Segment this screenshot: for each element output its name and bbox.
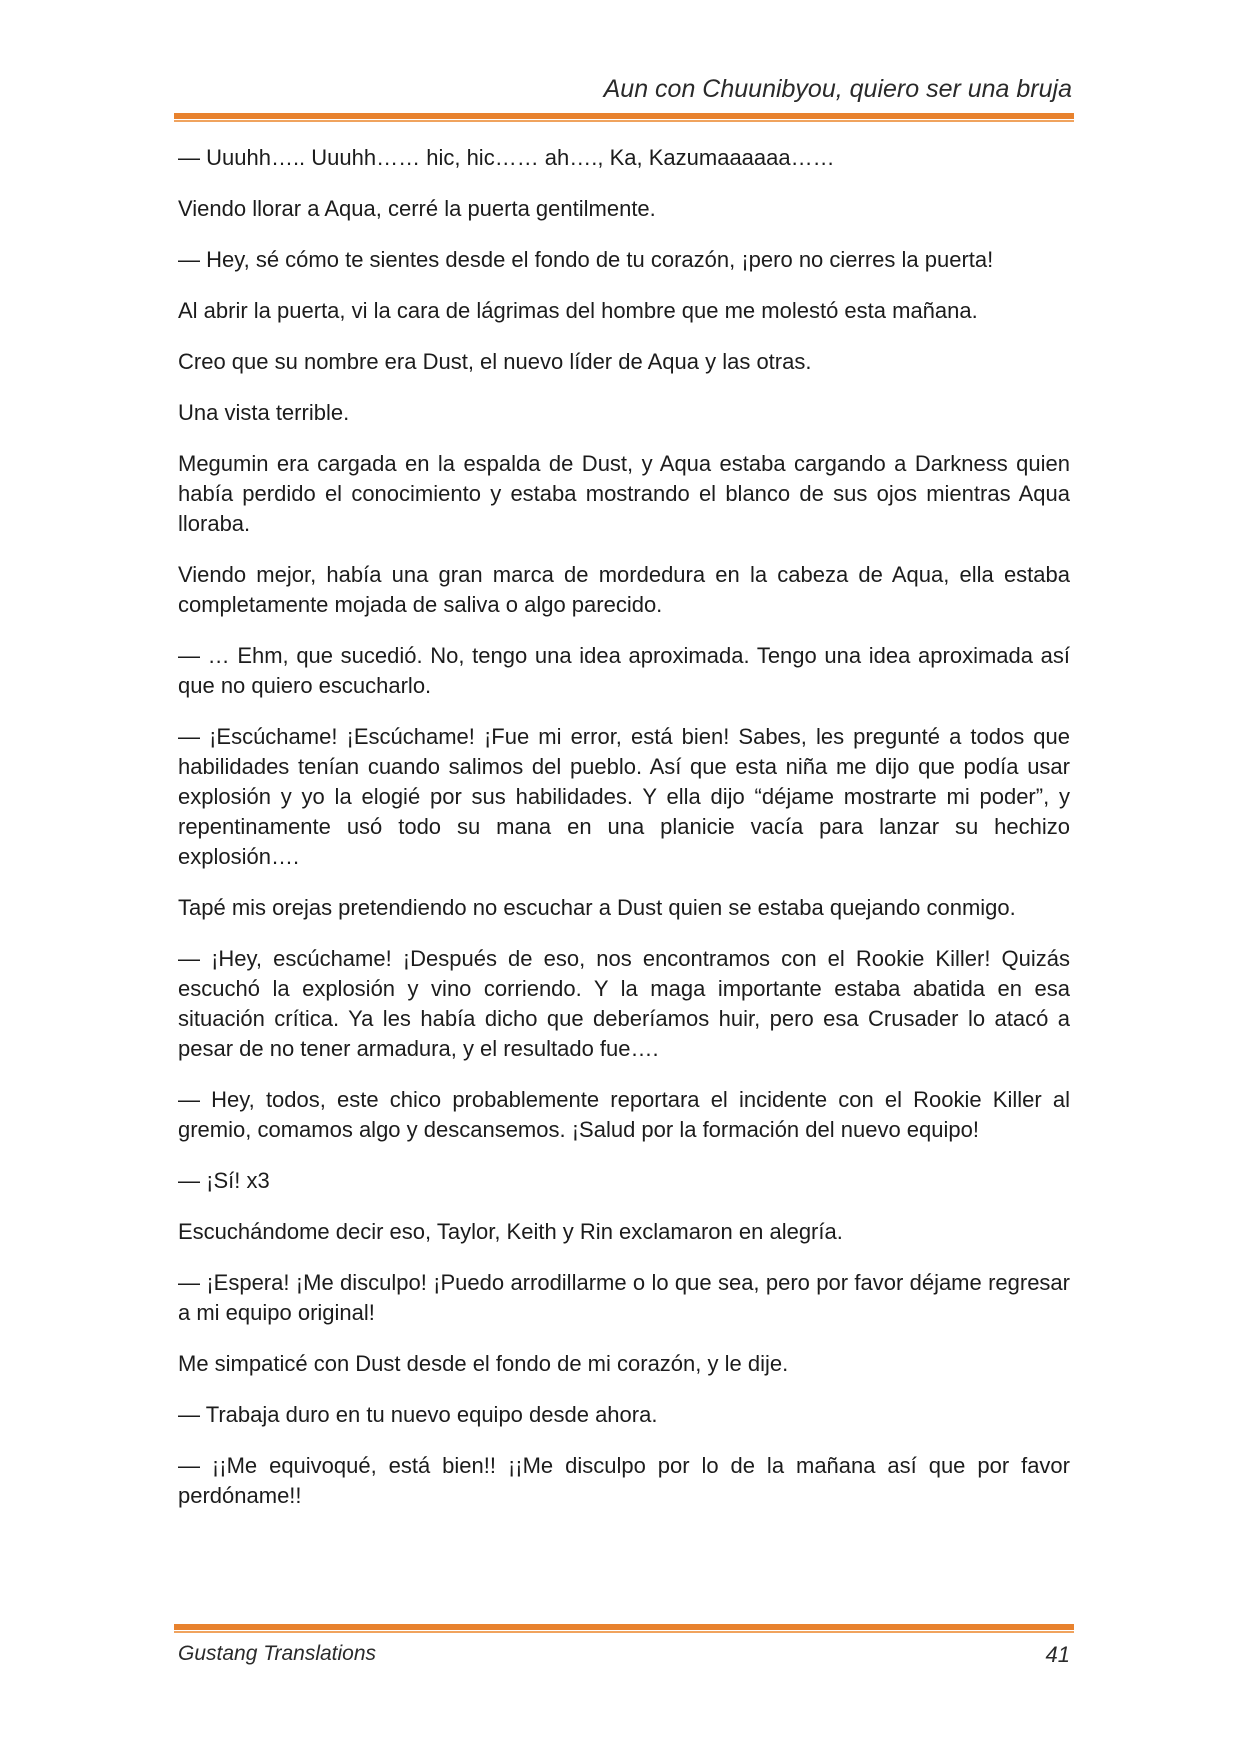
running-title: Aun con Chuunibyou, quiero ser una bruja <box>603 75 1072 103</box>
paragraph: — Trabaja duro en tu nuevo equipo desde ahora. <box>178 1402 658 1427</box>
paragraph: Tapé mis orejas pretendiendo no escuchar a Dust quien se estaba quejando conmigo. <box>178 895 1016 920</box>
paragraph: Me simpaticé con Dust desde el fondo de mi corazón, y le dije. <box>178 1351 789 1376</box>
paragraph: — ¡¡Me equivoqué, está bien!! ¡¡Me disculpo por lo de la mañana así que por favor perdóname!! <box>178 1453 1070 1508</box>
publisher-name: Gustang Translations <box>178 1642 377 1665</box>
paragraph: Escuchándome decir eso, Taylor, Keith y Rin exclamaron en alegría. <box>178 1219 843 1244</box>
page-number: 41 <box>1045 1642 1070 1667</box>
paragraph: — Uuuhh….. Uuuhh…… hic, hic…… ah…., Ka, Kazumaaaaaa…… <box>178 145 835 170</box>
footer-rule <box>174 1624 1074 1630</box>
page-footer <box>174 1624 1074 1668</box>
header-rule <box>174 113 1074 119</box>
paragraph: Una vista terrible. <box>178 400 350 425</box>
paragraph: Al abrir la puerta, vi la cara de lágrimas del hombre que me molestó esta mañana. <box>178 298 978 323</box>
paragraph: — ¡Escúchame! ¡Escúchame! ¡Fue mi error, está bien! Sabes, les pregunté a todos que habilidades tenían cuando salimos del pueblo. Así que esta niña me dijo que podía usar explosión y yo la elogié por sus habilidades. Y ella dijo “déjame mostrarte mi poder”, y repentinamente usó todo su mana en una planicie vacía para lanzar su hechizo explosión…. <box>178 724 1070 869</box>
paragraph: Viendo mejor, había una gran marca de mordedura en la cabeza de Aqua, ella estaba completamente mojada de saliva o algo parecido. <box>178 562 1070 617</box>
paragraph: — ¡Sí! x3 <box>178 1168 270 1193</box>
paragraph: — ¡Espera! ¡Me disculpo! ¡Puedo arrodillarme o lo que sea, pero por favor déjame regresar a mi equipo original! <box>178 1270 1070 1325</box>
paragraph: — ¡Hey, escúchame! ¡Después de eso, nos encontramos con el Rookie Killer! Quizás escuchó la explosión y vino corriendo. Y la maga importante estaba abatida en esa situación crítica. Ya les había dicho que deberíamos huir, pero esa Crusader lo atacó a pesar de no tener armadura, y el resultado fue…. <box>178 946 1070 1061</box>
paragraph: Megumin era cargada en la espalda de Dust, y Aqua estaba cargando a Darkness quien había perdido el conocimiento y estaba mostrando el blanco de sus ojos mientras Aqua lloraba. <box>178 451 1070 536</box>
paragraph: — Hey, sé cómo te sientes desde el fondo de tu corazón, ¡pero no cierres la puerta! <box>178 247 994 272</box>
page-body <box>178 143 1070 1532</box>
paragraph: Creo que su nombre era Dust, el nuevo líder de Aqua y las otras. <box>178 349 812 374</box>
page-header <box>174 72 1074 119</box>
paragraph: — Hey, todos, este chico probablemente reportara el incidente con el Rookie Killer al gremio, comamos algo y descansemos. ¡Salud por la formación del nuevo equipo! <box>178 1087 1070 1142</box>
paragraph: — … Ehm, que sucedió. No, tengo una idea aproximada. Tengo una idea aproximada así que no quiero escucharlo. <box>178 643 1070 698</box>
paragraph: Viendo llorar a Aqua, cerré la puerta gentilmente. <box>178 196 656 221</box>
footer-row <box>174 1642 1074 1668</box>
